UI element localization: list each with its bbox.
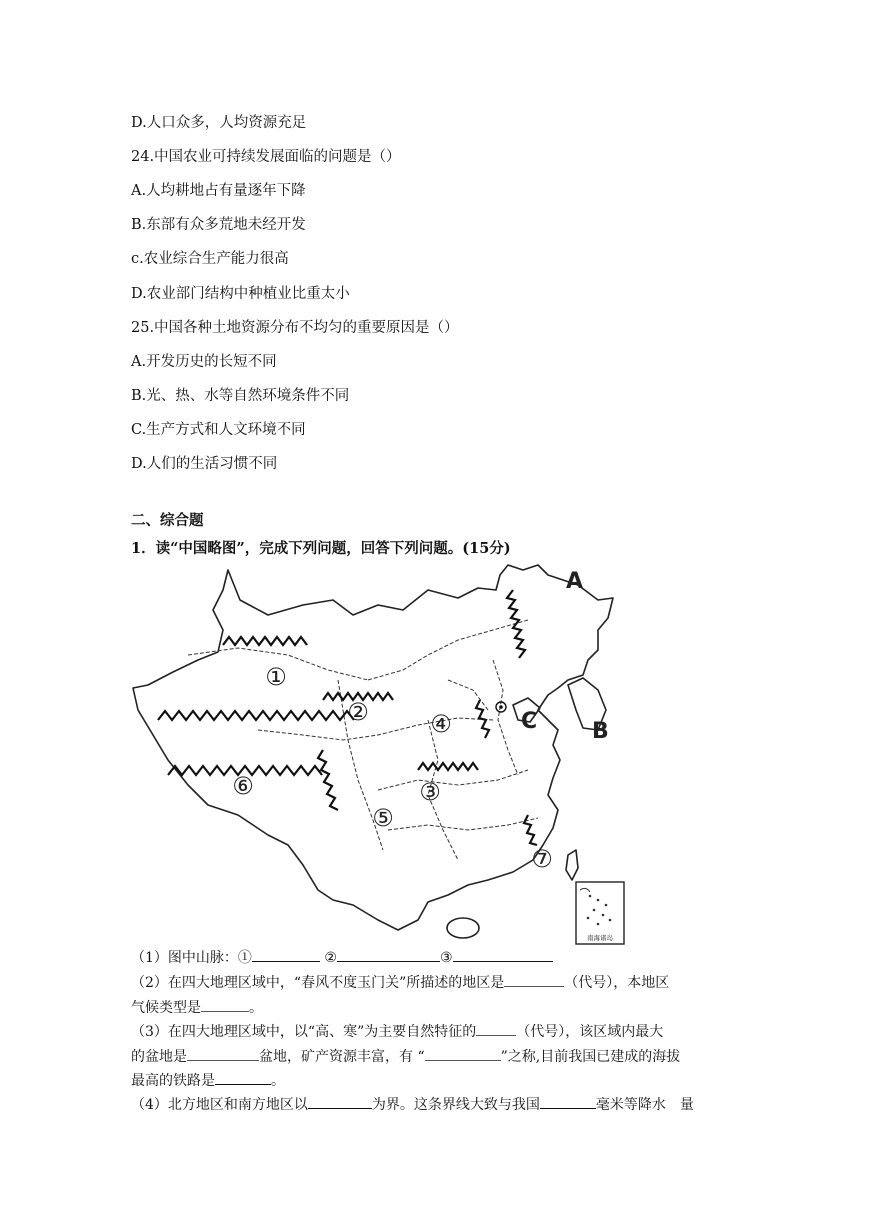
q25-option-d: D.人们的生活习惯不同 (131, 456, 278, 472)
kunlun-range (158, 711, 354, 720)
answer-blank-7[interactable] (187, 1046, 259, 1061)
qinling-range (418, 763, 478, 770)
q25-option-a: A.开发历史的长短不同 (131, 354, 277, 370)
map-circle-5: ⑤ (372, 804, 394, 832)
q25-option-c: C.生产方式和人文环境不同 (131, 422, 306, 438)
q24-option-d: D.农业部门结构中种植业比重太小 (131, 286, 350, 302)
subquestion-3-line-2 (131, 1046, 680, 1067)
subquestion-4-text-c: 毫米等降水 量 (595, 1097, 694, 1113)
daxinganling-range (507, 590, 525, 658)
subquestion-2-line-1 (131, 972, 669, 993)
subquestion-1-prefix: （1）图中山脉：① (131, 950, 252, 966)
map-circle-1: ① (265, 663, 287, 691)
subquestion-3-text-e: ”之称,目前我国已建成的海拔 (500, 1049, 681, 1065)
subquestion-3-text-b: （代号），该区域内最大 (516, 1024, 664, 1040)
subquestion-3-text-c: 的盆地是 (131, 1049, 187, 1065)
subquestion-2-text-b: （代号），本地区 (564, 975, 670, 991)
answer-blank-10[interactable] (308, 1094, 372, 1109)
subquestion-3-text-a: （3）在四大地理区域中，以“高、寒”为主要自然特征的 (131, 1024, 477, 1040)
subquestion-3-text-d: 盆地，矿产资源丰富，有 “ (259, 1049, 425, 1065)
inset-label: 南海诸岛 (587, 934, 613, 942)
subquestion-3-text-f: 最高的铁路是 (131, 1073, 215, 1089)
q25-option-b: B.光、热、水等自然环境条件不同 (131, 388, 350, 404)
map-circle-4: ④ (430, 710, 452, 738)
china-sketch-map (128, 560, 633, 950)
map-circle-2: ② (347, 698, 369, 726)
q24-option-c: c.农业综合生产能力很高 (131, 251, 289, 267)
map-label-c: C (521, 709, 538, 734)
q24-stem: 24.中国农业可持续发展面临的问题是（） (131, 149, 401, 165)
subquestion-2-text-a: （2）在四大地理区域中，“春风不度玉门关”所描述的地区是 (131, 975, 505, 991)
answer-blank-1[interactable] (252, 947, 320, 962)
subquestion-3-line-1 (131, 1021, 663, 1042)
subquestion-2-line-2 (131, 997, 263, 1018)
subquestion-4 (131, 1094, 694, 1115)
map-label-b: B (592, 719, 609, 744)
map-circle-6: ⑥ (232, 772, 254, 800)
tianshan-range (223, 637, 307, 645)
map-circle-3: ③ (419, 778, 441, 806)
subquestion-2-text-c: 气候类型是 (131, 1000, 201, 1016)
south-china-sea-inset (576, 882, 624, 944)
q24-option-a: A.人均耕地占有量逐年下降 (131, 183, 306, 199)
subquestion-4-text-a: （4）北方地区和南方地区以 (131, 1097, 308, 1113)
map-label-a: A (566, 569, 584, 594)
subquestion-3-line-3 (131, 1070, 285, 1091)
question-1-title: 1．读“中国略图”，完成下列问题，回答下列问题。(15分) (131, 540, 511, 557)
map-circle-7: ⑦ (531, 845, 553, 873)
answer-blank-8[interactable] (425, 1046, 501, 1061)
map-outer-border (133, 565, 613, 930)
answer-blank-9[interactable] (215, 1070, 271, 1085)
subquestion-3-text-g: 。 (271, 1073, 285, 1089)
hengduan-range (318, 750, 338, 810)
answer-blank-11[interactable] (540, 1094, 596, 1109)
answer-blank-4[interactable] (504, 972, 564, 987)
section-title: 二、综合题 (131, 512, 204, 529)
subquestion-2-text-d: 。 (249, 1000, 263, 1016)
subquestion-1-circle-3: ③ (439, 950, 453, 966)
q23-option-d: D.人口众多，人均资源充足 (131, 115, 307, 131)
subquestion-1 (131, 947, 553, 968)
q25-stem: 25.中国各种土地资源分布不均匀的重要原因是（） (131, 320, 459, 336)
answer-blank-3[interactable] (453, 947, 553, 962)
q24-option-b: B.东部有众多荒地未经开发 (131, 217, 306, 233)
answer-blank-2[interactable] (337, 947, 440, 962)
answer-blank-6[interactable] (476, 1021, 516, 1036)
answer-blank-5[interactable] (201, 997, 249, 1012)
subquestion-4-text-b: 为界。这条界线大致与我国 (371, 1097, 540, 1113)
subquestion-1-circle-2: ② (324, 950, 337, 966)
